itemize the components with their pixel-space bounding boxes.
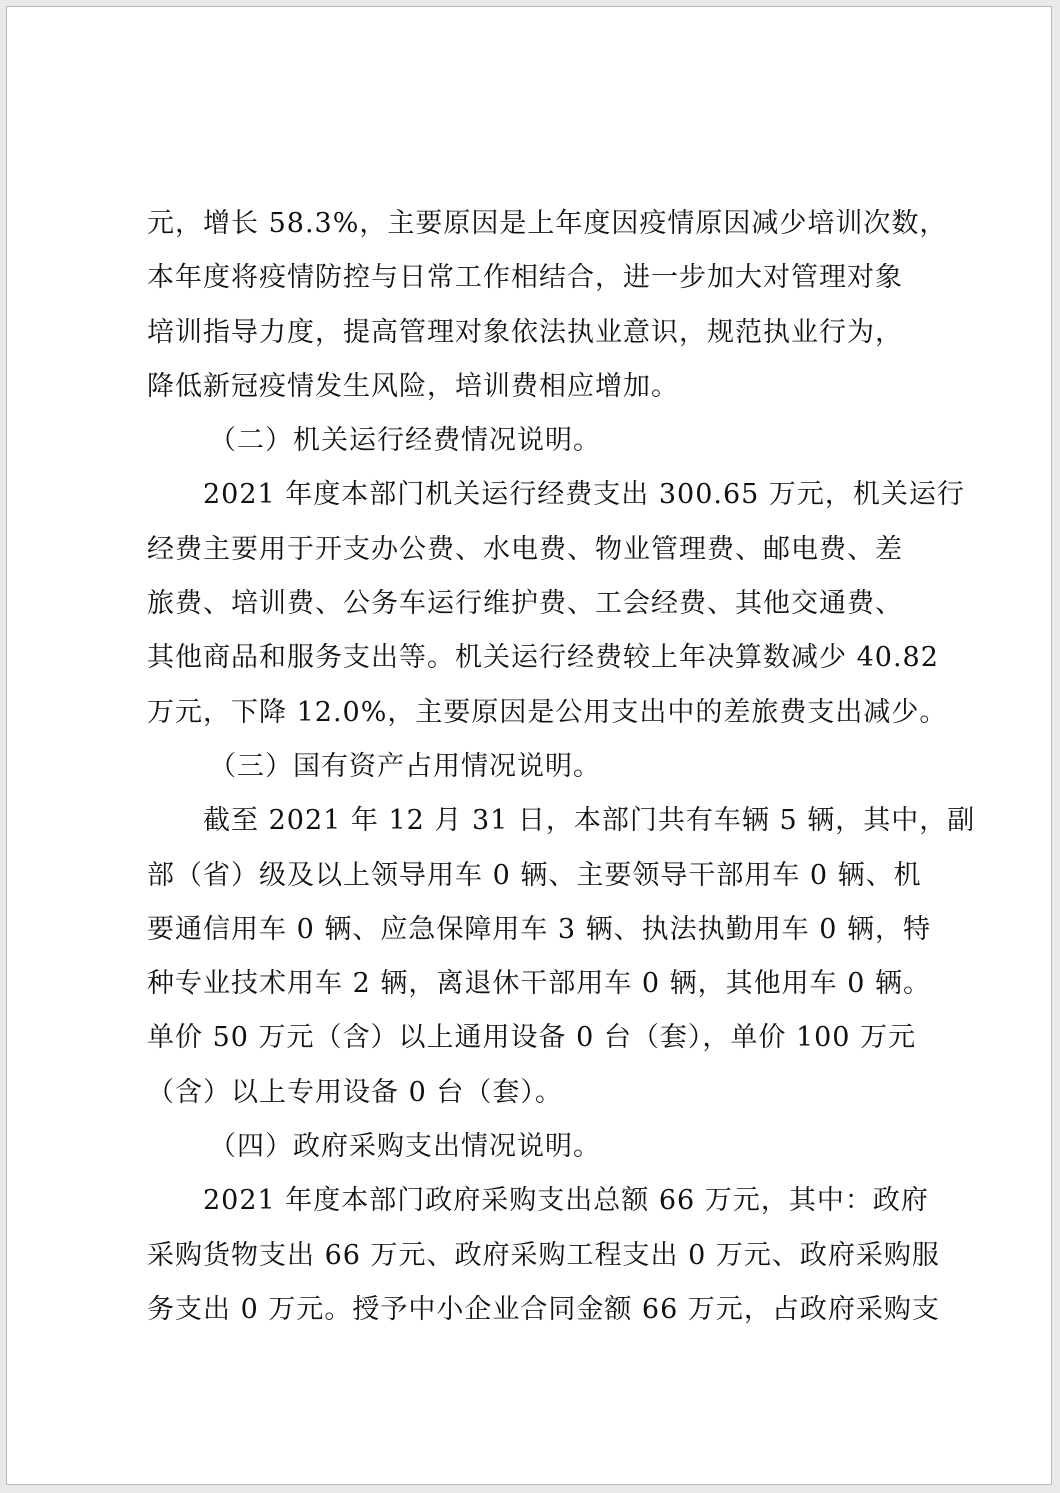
body-text-line: 培训指导力度，提高管理对象依法执业意识，规范执业行为，: [147, 316, 903, 348]
section-heading-4: （四）政府采购支出情况说明。: [209, 1131, 601, 1163]
document-page: [6, 6, 1052, 1485]
body-text-line: 本年度将疫情防控与日常工作相结合，进一步加大对管理对象: [147, 262, 903, 294]
paragraph-first-line: 2021 年度本部门机关运行经费支出 300.65 万元，机关运行: [203, 479, 965, 511]
body-text-line: 降低新冠疫情发生风险，培训费相应增加。: [147, 370, 679, 402]
body-text-line: 单价 50 万元（含）以上通用设备 0 台（套），单价 100 万元: [147, 1022, 917, 1054]
body-text-line: 经费主要用于开支办公费、水电费、物业管理费、邮电费、差: [147, 533, 903, 565]
body-text-line: 旅费、培训费、公务车运行维护费、工会经费、其他交通费、: [147, 588, 903, 620]
paragraph-first-line: 2021 年度本部门政府采购支出总额 66 万元，其中：政府: [203, 1185, 929, 1217]
body-text-line: 要通信用车 0 辆、应急保障用车 3 辆、执法执勤用车 0 辆，特: [147, 913, 932, 945]
section-heading-3: （三）国有资产占用情况说明。: [209, 750, 601, 782]
body-text-line: 其他商品和服务支出等。机关运行经费较上年决算数减少 40.82: [147, 642, 939, 674]
section-heading-2: （二）机关运行经费情况说明。: [209, 425, 601, 457]
body-text-line: 务支出 0 万元。授予中小企业合同金额 66 万元，占政府采购支: [147, 1293, 940, 1325]
body-text-line: 万元，下降 12.0%，主要原因是公用支出中的差旅费支出减少。: [147, 696, 948, 728]
body-text-line: 种专业技术用车 2 辆，离退休干部用车 0 辆，其他用车 0 辆。: [147, 968, 932, 1000]
body-text-line: 部（省）级及以上领导用车 0 辆、主要领导干部用车 0 辆、机: [147, 859, 922, 891]
body-text-line: 元，增长 58.3%，主要原因是上年度因疫情原因减少培训次数，: [147, 208, 948, 239]
body-text-line: （含）以上专用设备 0 台（套）。: [147, 1076, 563, 1108]
paragraph-first-line: 截至 2021 年 12 月 31 日，本部门共有车辆 5 辆，其中，副: [203, 805, 976, 837]
document-body: [147, 197, 976, 1337]
body-text-line: 采购货物支出 66 万元、政府采购工程支出 0 万元、政府采购服: [147, 1239, 940, 1271]
